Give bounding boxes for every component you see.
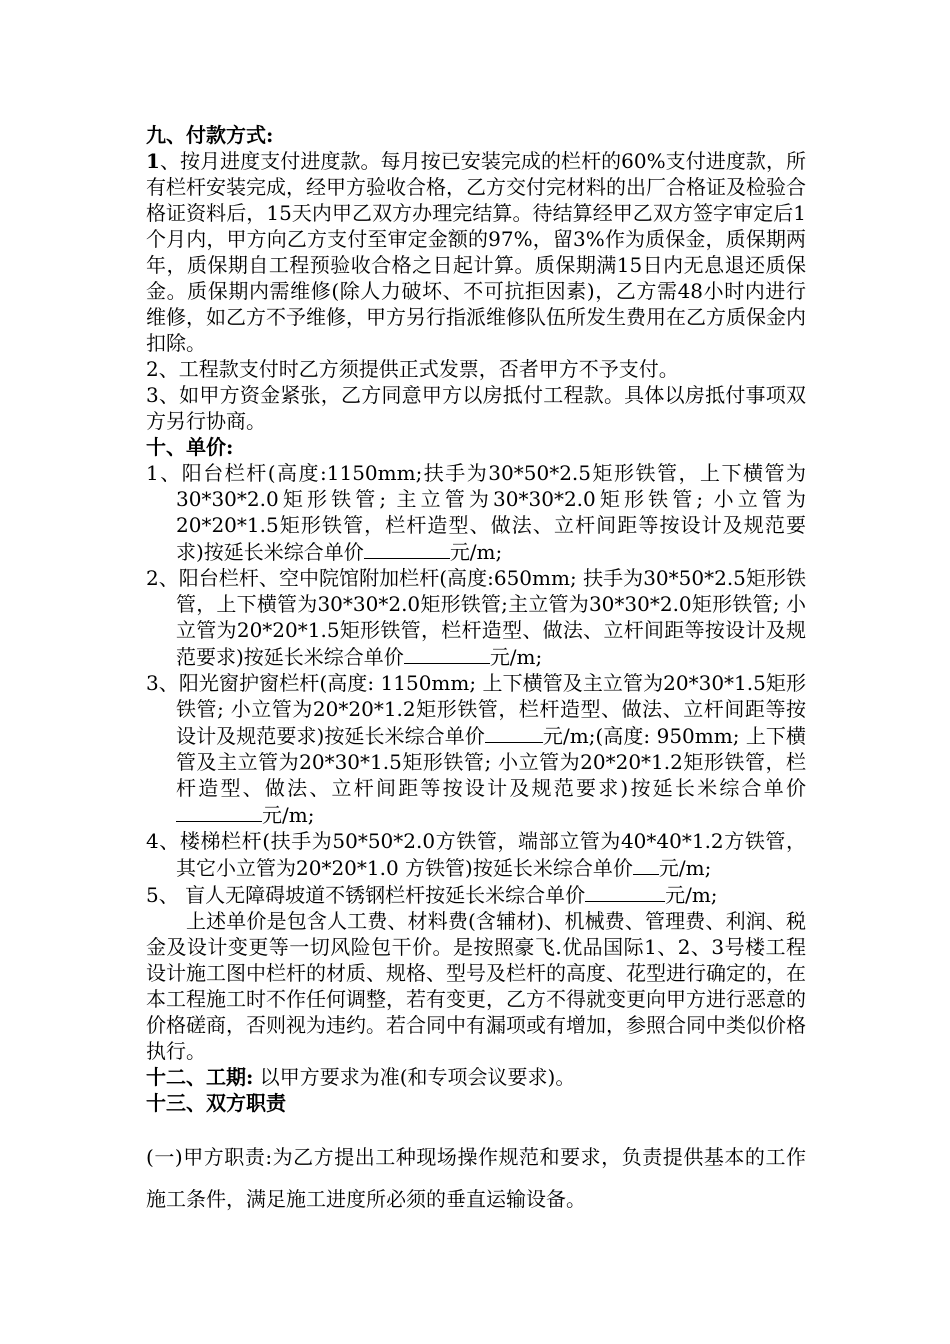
section-12-title: 十二、工期: bbox=[146, 1065, 254, 1089]
price-item-5 bbox=[146, 881, 806, 908]
price-item-1 bbox=[146, 460, 806, 565]
item-text: 3、阳光窗护窗栏杆(高度: 1150mm; 上下横管及主立管为20*30*1.5矩形铁管; 小立管为20*20*1.2矩形铁管，栏杆造型、做法、立杆间距等按设计及规范要求)按延长米综合单价 bbox=[146, 671, 806, 748]
price-blank bbox=[633, 854, 659, 875]
price-item-3 bbox=[146, 670, 806, 828]
unit-text: 元/m; bbox=[449, 540, 503, 564]
party-a-duties: (一)甲方职责:为乙方提出工种现场操作规范和要求，负责提供基本的工作施工条件，满足施工进度所必须的垂直运输设备。 bbox=[146, 1145, 806, 1211]
price-item-2 bbox=[146, 565, 806, 670]
price-item-4 bbox=[146, 828, 806, 881]
price-blank bbox=[364, 538, 450, 559]
item-text: 4、楼梯栏杆(扶手为50*50*2.0方铁管，端部立管为40*40*1.2方铁管，其它小立管为20*20*1.0 方铁管)按延长米综合单价 bbox=[146, 829, 806, 880]
payment-clause-1 bbox=[146, 148, 806, 356]
price-note: 上述单价是包含人工费、材料费(含辅材)、机械费、管理费、利润、税金及设计变更等一切风险包干价。是按照豪飞.优品国际1、2、3号楼工程设计施工图中栏杆的材质、规格、型号及栏杆的高度、花型进行确定的，在本工程施工时不作任何调整，若有变更，乙方不得就变更向甲方进行恶意的价格磋商，否则视为违约。若合同中有漏项或有增加，参照合同中类似价格执行。 bbox=[146, 909, 806, 1063]
item-text: 1、阳台栏杆(高度:1150mm;扶手为30*50*2.5矩形铁管，上下横管为30*30*2.0矩形铁管; 主立管为30*30*2.0矩形铁管; 小立管为20*20*1.5矩形铁管，栏杆造型、做法、立杆间距等按设计及规范要求)按延长米综合单价 bbox=[146, 461, 806, 564]
section-12-text: 以甲方要求为准(和专项会议要求)。 bbox=[253, 1065, 576, 1089]
document-page bbox=[146, 122, 806, 1220]
item-text: 5、 盲人无障碍坡道不锈钢栏杆按延长米综合单价 bbox=[146, 883, 586, 907]
unit-text: 元/m; bbox=[658, 856, 712, 880]
clause-number: 1 bbox=[146, 149, 160, 173]
section-12 bbox=[146, 1064, 806, 1090]
unit-text: 元/m; bbox=[665, 883, 718, 907]
price-blank bbox=[585, 881, 665, 902]
unit-text: 元/m; bbox=[489, 645, 543, 669]
item-text: 2、阳台栏杆、空中院馆附加栏杆(高度:650mm; 扶手为30*50*2.5矩形铁管，上下横管为30*30*2.0矩形铁管;主立管为30*30*2.0矩形铁管; 小立管为20*20*1.5矩形铁管，栏杆造型、做法、立杆间距等按设计及规范要求)按延长米综合单价 bbox=[146, 566, 806, 669]
price-blank bbox=[176, 801, 262, 822]
price-blank bbox=[404, 643, 490, 664]
item-text-continued: 元/m;(高度: 950mm; 上下横管及主立管为20*30*1.5矩形铁管; 小立管为20*20*1.2矩形铁管，栏杆造型、做法、立杆间距等按设计及规范要求)按延长米综合单价 bbox=[176, 724, 806, 800]
payment-clause-3: 3、如甲方资金紧张，乙方同意甲方以房抵付工程款。具体以房抵付事项双方另行协商。 bbox=[146, 383, 806, 433]
unit-text: 元/m; bbox=[262, 803, 315, 827]
price-blank bbox=[485, 722, 543, 743]
payment-clause-2: 2、工程款支付时乙方须提供正式发票，否者甲方不予支付。 bbox=[146, 357, 679, 381]
section-13-title: 十三、双方职责 bbox=[146, 1091, 286, 1115]
clause-text: 、按月进度支付进度款。每月按已安装完成的栏杆的60%支付进度款，所有栏杆安装完成，经甲方验收合格，乙方交付完材料的出厂合格证及检验合格证资料后，15天内甲乙双方办理完结算。待结算经甲乙双方签字审定后1个月内，甲方向乙方支付至审定金额的97%，留3%作为质保金，质保期两年，质保期自工程预验收合格之日起计算。质保期满15日内无息退还质保金。质保期内需维修(除人力破坏、不可抗拒因素)，乙方需48小时内进行维修，如乙方不予维修，甲方另行指派维修队伍所发生费用在乙方质保金内扣除。 bbox=[146, 149, 806, 355]
section-9-title: 九、付款方式: bbox=[146, 123, 274, 147]
section-10-title: 十、单价: bbox=[146, 435, 234, 459]
